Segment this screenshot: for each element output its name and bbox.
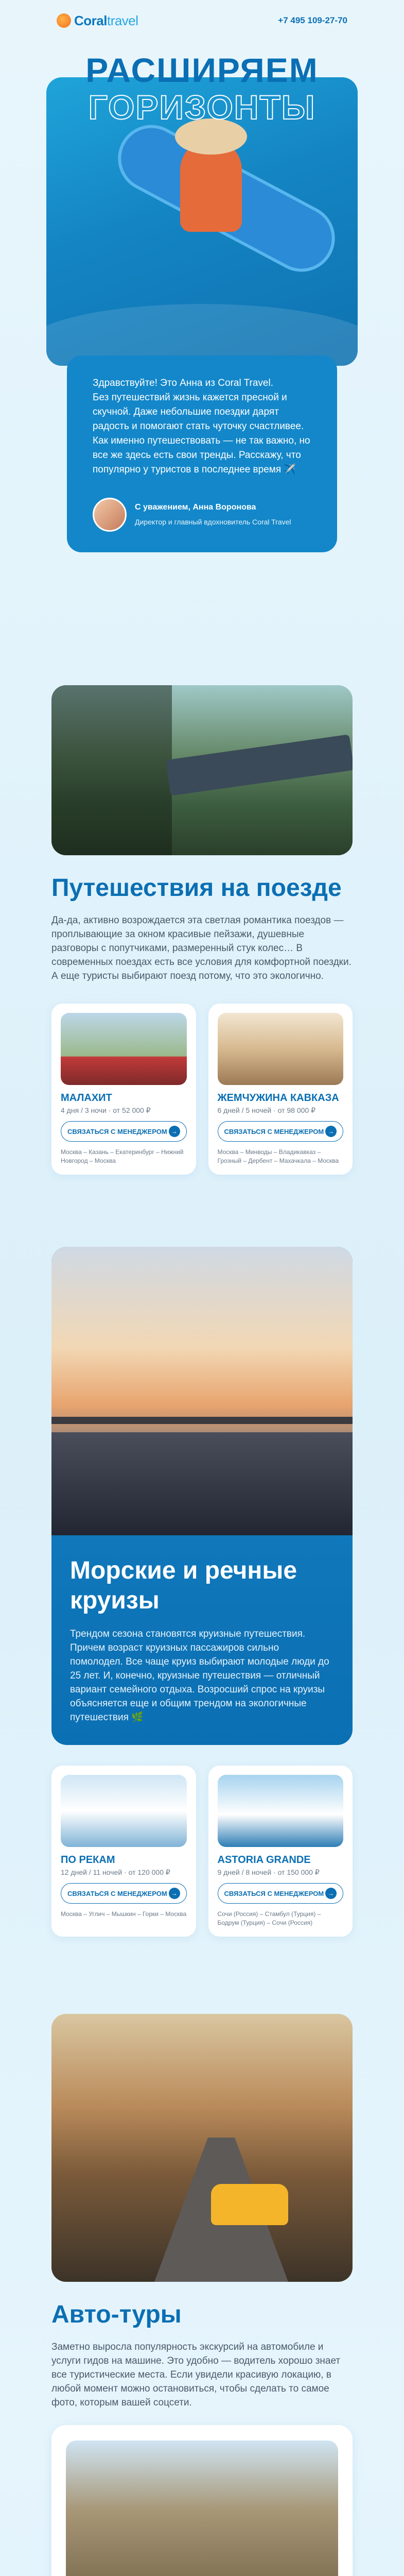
tour-card[interactable] [208,1004,353,1175]
contact-manager-button[interactable]: СВЯЗАТЬСЯ С МЕНЕДЖЕРОМ → [218,1883,344,1904]
cruise-photo [51,1247,353,1535]
rail-shape [51,1417,353,1424]
contact-manager-button[interactable]: СВЯЗАТЬСЯ С МЕНЕДЖЕРОМ → [61,1121,187,1142]
car-section [51,2014,353,2576]
card-sub: 12 дней / 11 ночей · от 120 000 ₽ [61,1868,170,1876]
car-photo [51,2014,353,2282]
card-title: ЖЕМЧУЖИНА КАВКАЗА [217,1092,339,1104]
hero-title-line1: РАСШИРЯЕМ [85,51,319,89]
intro-text: Без путешествий жизнь кажется пресной и скучной. Даже небольшие поездки дарят радость и помогают стать чуточку счастливее. Как именно путешествовать — не так важно, но все же здесь есть свои тренды. Расскажу, что популярно у туристов в последнее время ✈️ [93,392,310,475]
contact-manager-button[interactable]: СВЯЗАТЬСЯ С МЕНЕДЖЕРОМ → [218,1121,344,1142]
train-photo [51,685,353,855]
card-route: Сочи (Россия) – Стамбул (Турция) – Бодрум (Турция) – Сочи (Россия) [217,1910,321,1926]
car-text: Заметно выросла популярность экскурсий на автомобиле и услуги гидов на машине. Это удобно — водитель хорошо знает все туристические места. Если увидели красивую локацию, в любой момент можно остановиться, чтобы сделать то самое фото, которым вашей соцсети. [51,2342,341,2408]
offer-photo [66,2441,338,2576]
jeep-tour-offer[interactable] [51,2425,353,2576]
cruise-section [51,1247,353,1745]
logo-text: Coraltravel [74,12,138,28]
cruise-body [51,1535,353,1745]
arrow-right-icon: → [325,1888,337,1899]
card-sub: 6 дней / 5 ночей · от 98 000 ₽ [217,1106,315,1114]
window-frame-shape [51,685,172,855]
cruise-cards [51,1766,353,1937]
card-photo [61,1013,187,1085]
header [0,0,404,41]
train-text: Да-да, активно возрождается эта светлая романтика поездов — проплывающие за окном красивые пейзажи, душевные разговоры с попутчиками, размеренный стук колес… В современных поездах есть все условия для комфортной поездки. А еще туристы выбирают поезд потому, что это экологично. [51,915,352,981]
card-title: ПО РЕКАМ [61,1854,115,1866]
avatar [93,498,127,532]
hero [46,41,358,603]
tour-card[interactable] [51,1004,196,1175]
train-section [51,685,353,1175]
greeting: Здравствуйте! Это Анна из Coral Travel. [93,378,273,388]
card-title: МАЛАХИТ [61,1092,112,1104]
cruise-title: Морские и речные круизы [70,1557,297,1614]
train-title: Путешествия на поезде [51,874,342,902]
card-route: Москва – Казань – Екатеринбург – Нижний Новгород – Москва [61,1148,184,1164]
train-cards [51,1004,353,1175]
hero-title [46,52,358,126]
card-sub: 4 дня / 3 ночи · от 52 000 ₽ [61,1106,151,1114]
signature-name: С уважением, Анна Воронова [135,503,256,512]
card-photo [61,1775,187,1847]
sun-logo-icon [57,13,71,28]
card-title: ASTORIA GRANDE [217,1854,311,1866]
hero-intro-card [67,355,337,552]
contact-manager-button[interactable]: СВЯЗАТЬСЯ С МЕНЕДЖЕРОМ → [61,1883,187,1904]
logo[interactable] [57,13,138,29]
card-sub: 9 дней / 8 ночей · от 150 000 ₽ [217,1868,320,1876]
tour-card[interactable] [208,1766,353,1937]
car-title: Авто-туры [51,2301,182,2328]
train-shape [166,734,353,795]
arrow-right-icon: → [169,1126,180,1137]
van-shape [211,2184,288,2225]
hero-title-line2: ГОРИЗОНТЫ [88,88,316,126]
tour-card[interactable] [51,1766,196,1937]
card-photo [218,1775,344,1847]
cruise-cards-wrap [51,1766,353,1937]
card-photo [218,1013,344,1085]
arrow-right-icon: → [169,1888,180,1899]
signature-role: Директор и главный вдохновитель Coral Travel [135,518,291,526]
deck-shape [51,1432,353,1535]
card-route: Москва – Минводы – Владикавказ – Грозный – Дербент – Махачкала – Москва [217,1148,339,1164]
phone-link[interactable]: +7 495 109-27-70 [278,15,347,25]
signature [93,498,311,532]
card-route: Москва – Углич – Мышкин – Горки – Москва [61,1910,187,1918]
cruise-text: Трендом сезона становятся круизные путешествия. Причем возраст круизных пассажиров сильно помолодел. Все чаще круиз выбирают молодые люди до 25 лет. И, конечно, круизные путешествия — отличный вариант семейного отдыха. Возросший спрос на круизы объясняется еще и общим трендом на экологичные путешествия 🌿 [70,1629,329,1723]
arrow-right-icon: → [325,1126,337,1137]
